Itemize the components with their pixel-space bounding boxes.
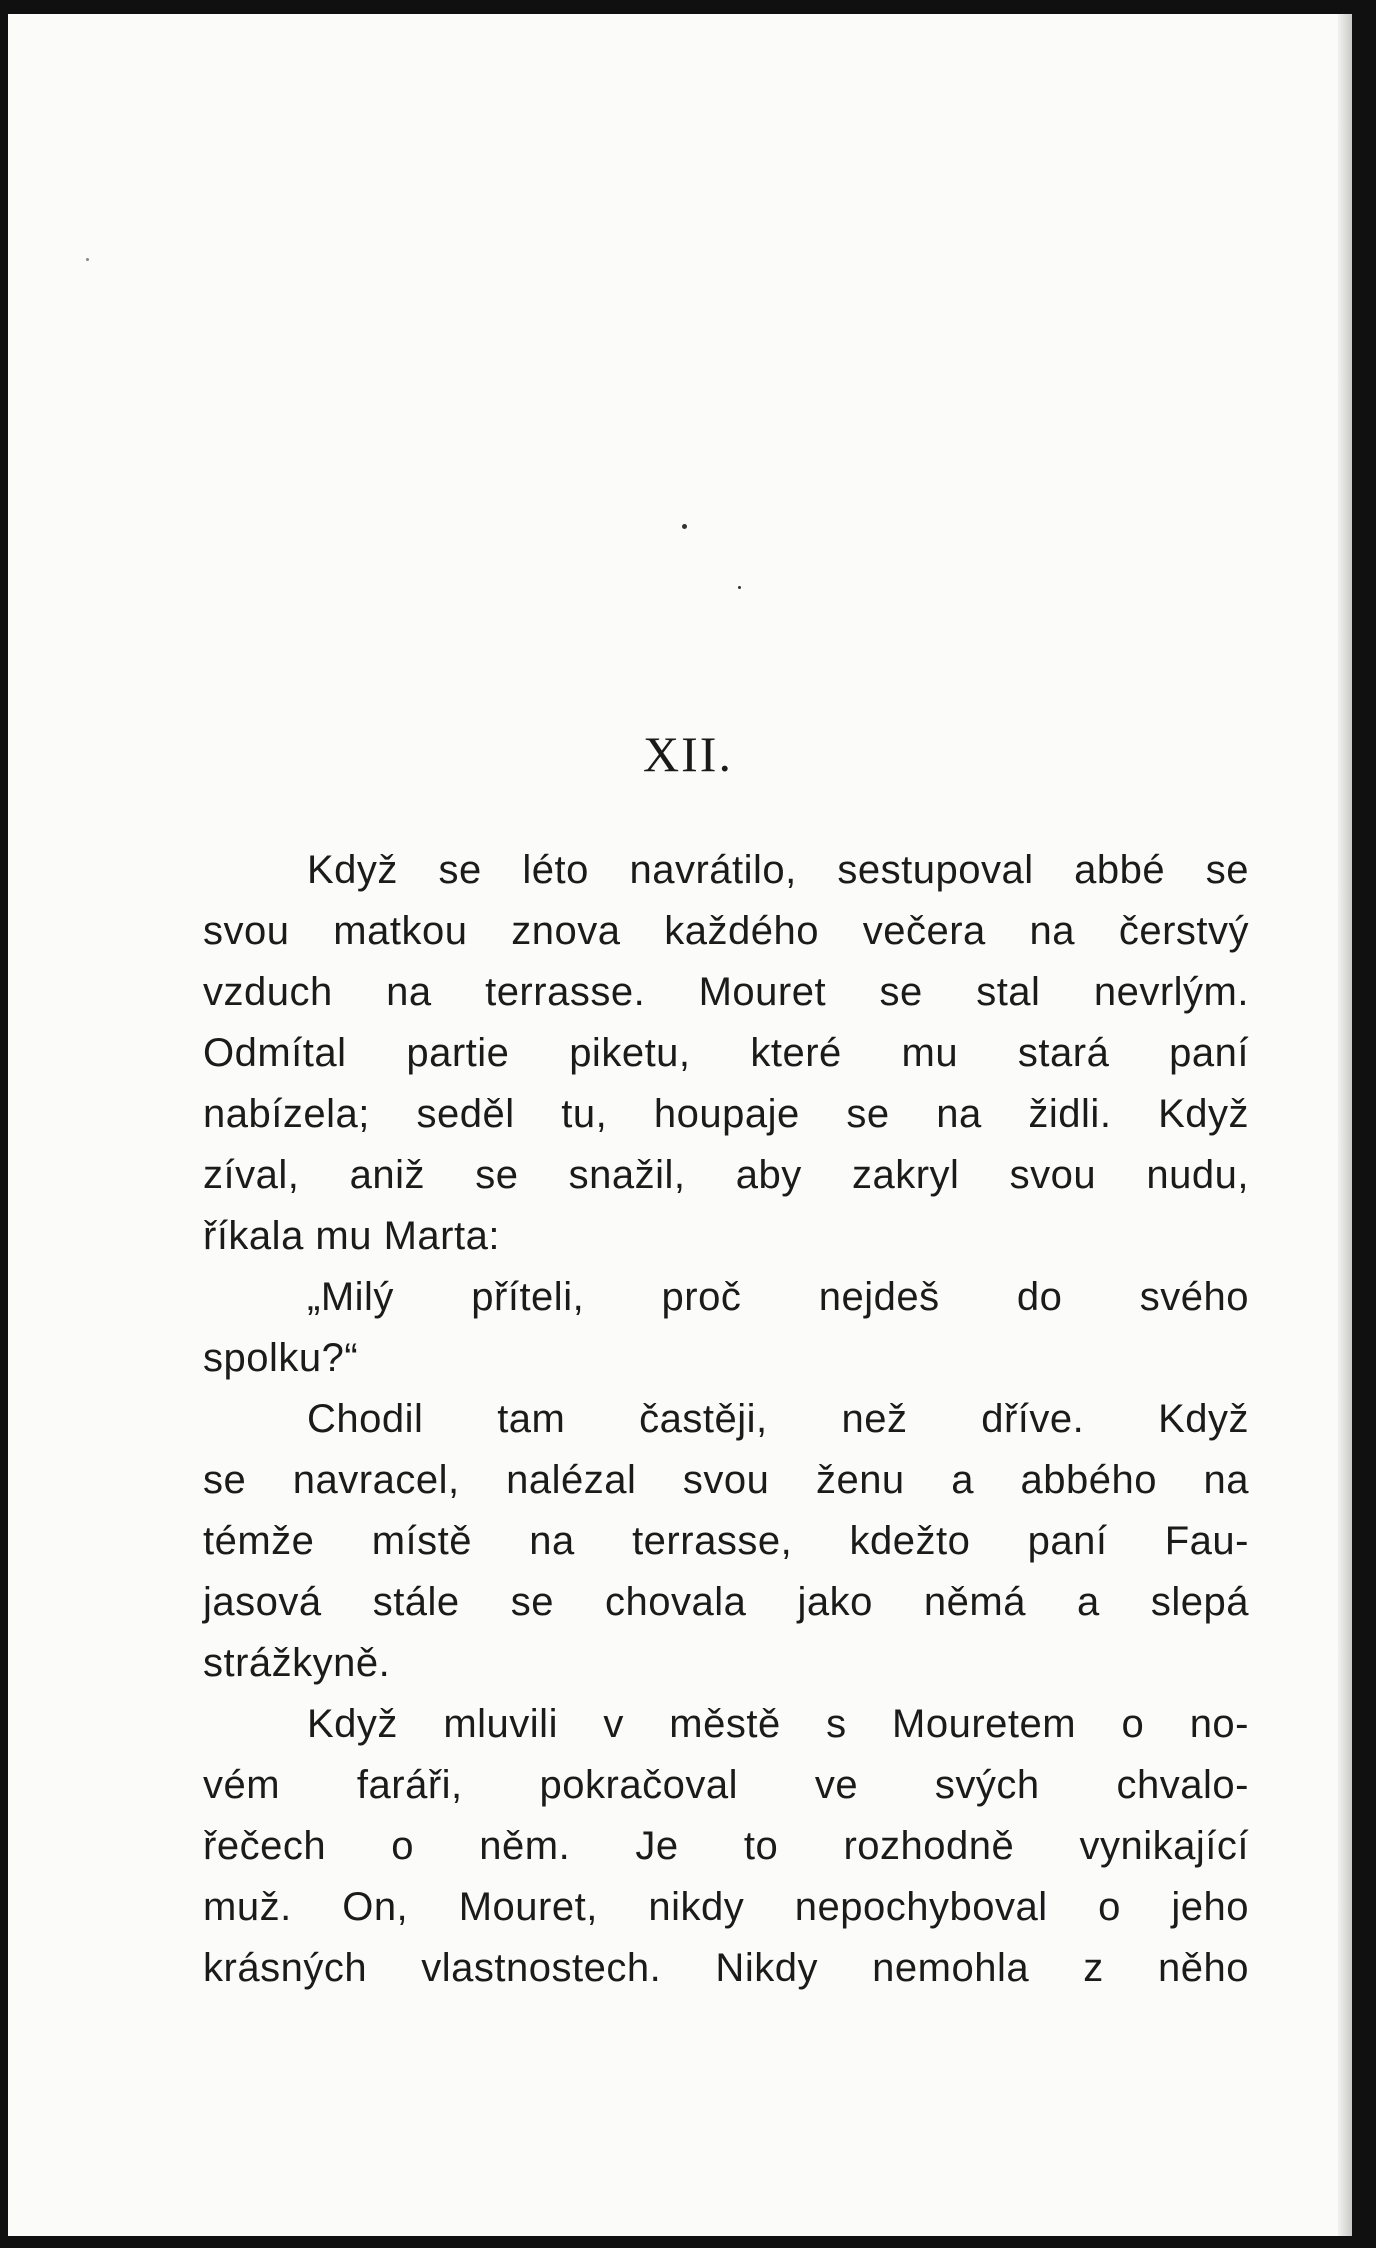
text-line: nabízela; seděl tu, houpaje se na židli. Když [203, 1092, 1249, 1136]
text-line: vém faráři, pokračoval ve svých chvalo- [203, 1763, 1249, 1807]
text-line: říkala mu Marta: [203, 1214, 500, 1258]
scan-border-right [1352, 0, 1376, 2248]
page-edge-shadow [1338, 14, 1352, 2236]
chapter-heading: XII. [643, 726, 733, 782]
text-line: krásných vlastnostech. Nikdy nemohla z něho [203, 1946, 1249, 1990]
text-line: strážkyně. [203, 1641, 391, 1685]
text-line: spolku?“ [203, 1336, 359, 1380]
text-line: Odmítal partie piketu, které mu stará paní [203, 1031, 1249, 1075]
text-line: Když se léto navrátilo, sestupoval abbé se [307, 848, 1249, 892]
text-line: svou matkou znova každého večera na čerstvý [203, 909, 1249, 953]
text-line: zíval, aniž se snažil, aby zakryl svou nudu, [203, 1153, 1249, 1197]
text-line: „Milý příteli, proč nejdeš do svého [307, 1275, 1249, 1319]
text-line: muž. On, Mouret, nikdy nepochyboval o jeho [203, 1885, 1249, 1929]
ink-speck [682, 524, 687, 529]
ink-speck [738, 586, 741, 589]
text-line: Chodil tam častěji, než dříve. Když [307, 1397, 1249, 1441]
scan-border-top [0, 0, 1376, 14]
body-text [203, 840, 1249, 1999]
text-line: témže místě na terrasse, kdežto paní Fau- [203, 1519, 1249, 1563]
text-line: jasová stále se chovala jako němá a slepá [203, 1580, 1249, 1624]
ink-speck [86, 258, 89, 261]
scan-border-bottom [0, 2236, 1376, 2248]
text-line: vzduch na terrasse. Mouret se stal nevrlým. [203, 970, 1249, 1014]
scan-border-left [0, 0, 8, 2248]
text-line: Když mluvili v městě s Mouretem o no- [307, 1702, 1249, 1746]
text-line: se navracel, nalézal svou ženu a abbého na [203, 1458, 1249, 1502]
text-line: řečech o něm. Je to rozhodně vynikající [203, 1824, 1249, 1868]
